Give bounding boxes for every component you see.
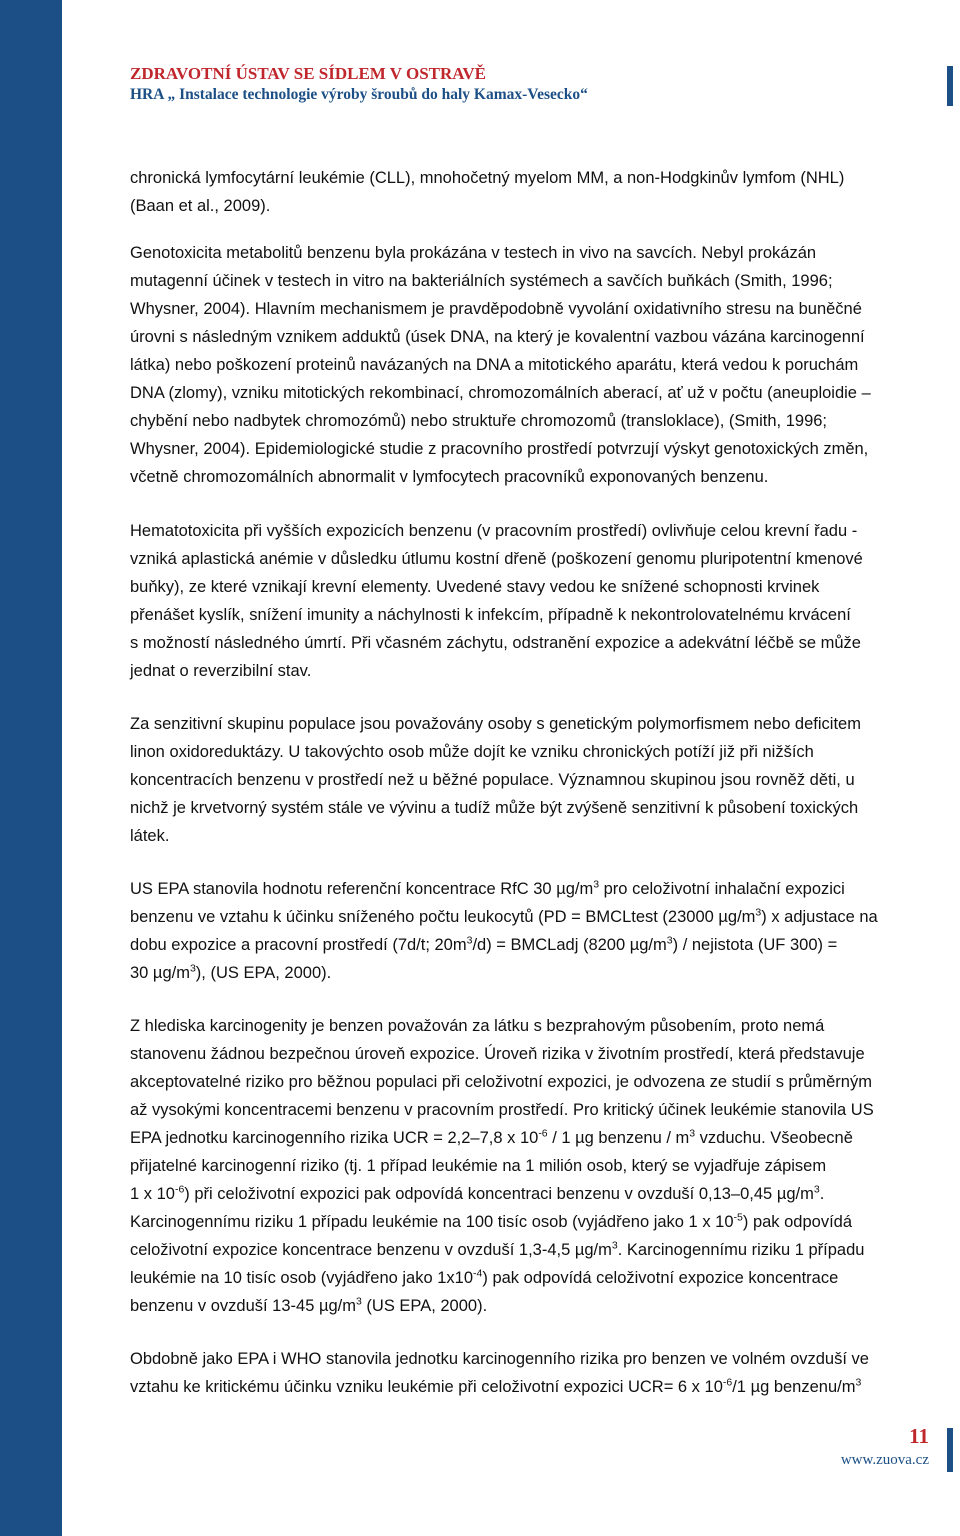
paragraph-who-ucr: Obdobně jako EPA i WHO stanovila jednotku karcinogenního rizika pro benzen ve volném ovzduší ve vztahu ke kritickému účinku vzniku leukémie při celoživotní expozici UCR= 6 x $10^{-6}/1$ µg benzenu/$m^3$: [130, 1350, 869, 1396]
institute-name: ZDRAVOTNÍ ÚSTAV SE SÍDLEM V OSTRAVĚ: [130, 64, 487, 83]
paragraph-hematotoxicity: Hematotoxicita při vyšších expozicích benzenu (v pracovním prostředí) ovlivňuje celou krevní řadu - vzniká aplastická anémie v důsledku útlumu kostní dřeně (poškození genomu pluripotentní kmenové buňky), ze které vznikají krevní elementy. Uvedené stavy vedou ke snížené schopnosti krvinek přenášet kyslík, snížení imunity a náchylnosti k infekcím, případně k nekontrolovatelnému krvácení s možností následného úmrtí. Při včasném záchytu, odstranění expozice a adekvátní léčbě se může jednat o reverzibilní stav.: [130, 522, 863, 680]
paragraph-carcinogenicity: Z hlediska karcinogenity je benzen považován za látku s bezprahovým působením, proto nemá stanovenu žádnou bezpečnou úroveň expozice. Úroveň rizika v životním prostředí, která představuje akceptovatelné riziko pro běžnou populaci při celoživotní expozici, je odvozena ze studií s průměrným až vysokými koncentracemi benzenu v pracovním prostředí. Pro kritický účinek leukémie stanovila US EPA jednotku karcinogenního rizika UCR = 2,2–7,8 x $10^{-6} / 1$ µg benzenu / $m^3$ vzduchu. Všeobecně přijatelné karcinogenní riziko (tj. 1 případ leukémie na 1 milión osob, který se vyjadřuje zápisem 1 x $10^{-6}$) při celoživotní expozici pak odpovídá koncentraci benzenu v ovzduší 0,13–0,45 $\mu g/m^3$. Karcinogennímu riziku 1 případu leukémie na 100 tisíc osob (vyjádřeno jako 1 x $10^{-5}$) pak odpovídá celoživotní expozice koncentrace benzenu v ovzduší 1,3-4,5 $\mu g/m^3$. Karcinogennímu riziku 1 případu leukémie na 10 tisíc osob (vyjádřeno jako $1x10^{-4}$) pak odpovídá celoživotní expozice koncentrace benzenu v ovzduší 13-45 $\mu g/m^3$ (US EPA, 2000).: [130, 1017, 874, 1315]
paragraph-genotoxicity: Genotoxicita metabolitů benzenu byla prokázána v testech in vivo na savcích. Nebyl prokázán mutagenní účinek v testech in vitro na bakteriálních systémech a savčích buňkách (Smith, 1996; Whysner, 2004). Hlavním mechanismem je pravděpodobně vyvolání oxidativního stresu na buněčné úrovni s následným vznikem adduktů (úsek DNA, na který je kovalentní vazbou vázána karcinogenní látka) nebo poškození proteinů navázaných na DNA a mitotického aparátu, která vedou k poruchám DNA (zlomy), vzniku mitotických rekombinací, chromozomálních aberací, ať už v počtu (aneuploidie – chybění nebo nadbytek chromozómů) nebo struktuře chromozomů (transloklace), (Smith, 1996; Whysner, 2004). Epidemiologické studie z pracovního prostředí potvrzují výskyt genotoxických změn, včetně chromozomálních abnormalit v lymfocytech pracovníků exponovaných benzenu.: [130, 244, 871, 486]
page-header: [130, 63, 930, 105]
document-title: HRA „ Instalace technologie výroby šroubů do haly Kamax-Vesecko“: [130, 86, 588, 103]
paragraph-us-epa-rfc: US EPA stanovila hodnotu referenční koncentrace RfC 30 $\mu g/m^3$ pro celoživotní inhalační expozici benzenu ve vztahu k účinku sníženého počtu leukocytů (PD = BMCLtest (23000 $\mu g/m^3$) x adjustace na dobu expozice a pracovní prostředí (7d/t; $20m^3/d$) = BMCLadj (8200 $\mu g/m^3$) / nejistota (UF 300) = 30 $\mu g/m^3$), (US EPA, 2000).: [130, 878, 878, 982]
paragraph-leukemia-types: chronická lymfocytární leukémie (CLL), mnohočetný myelom MM, a non-Hodgkinův lymfom (NHL) (Baan et al., 2009).: [130, 169, 845, 215]
header-accent-bar: [947, 66, 953, 106]
page-number: 11: [909, 1424, 929, 1448]
document-body: [130, 164, 956, 1426]
footer-accent-bar: [947, 1428, 953, 1472]
website-link[interactable]: www.zuova.cz: [840, 1452, 929, 1468]
left-sidebar-stripe: [0, 0, 62, 1536]
paragraph-sensitive-population: Za senzitivní skupinu populace jsou považovány osoby s genetickým polymorfismem nebo deficitem linon oxidoreduktázy. U takovýchto osob může dojít ke vzniku chronických potíží již při nižších koncentracích benzenu v prostředí než u běžné populace. Významnou skupinou jsou rovněž děti, u nichž je krvetvorný systém stále ve vývinu a tudíž může být zvýšeně senzitivní k působení toxických látek.: [130, 715, 861, 845]
